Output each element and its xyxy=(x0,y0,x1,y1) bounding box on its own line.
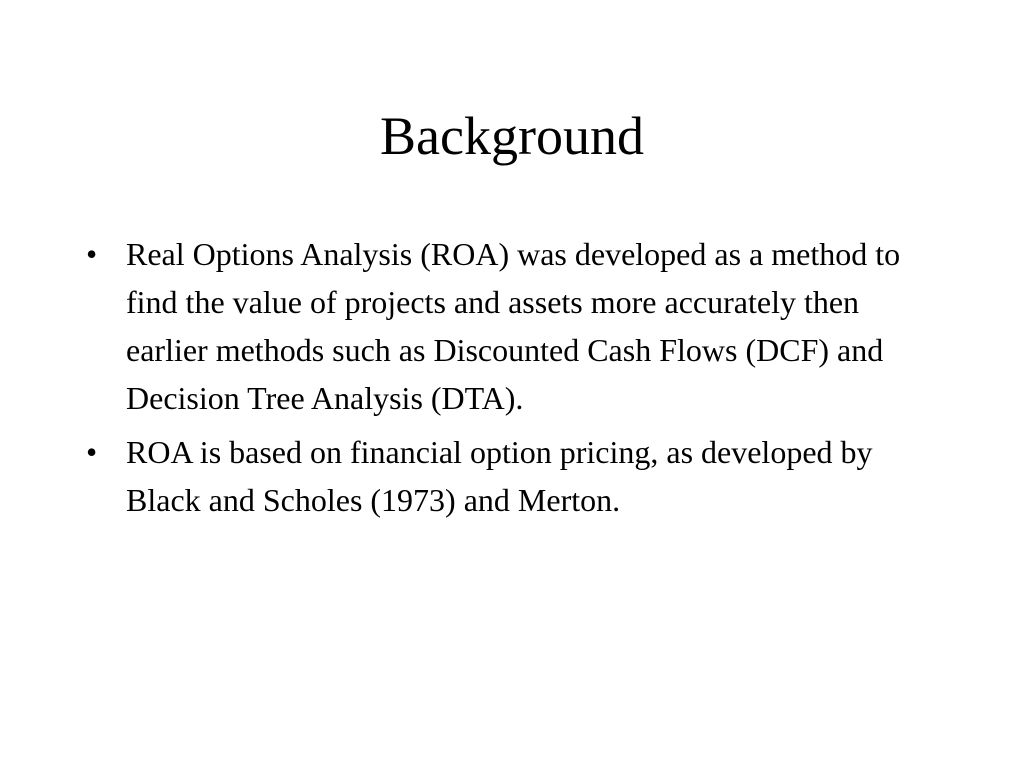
slide-title: Background xyxy=(380,106,644,166)
bullet-text: Real Options Analysis (ROA) was developed as a method to find the value of projects and assets more accurately then earlier methods such as Discounted Cash Flows (DCF) and Decision Tree Analysis (DTA). xyxy=(126,236,901,416)
bullet-marker: • xyxy=(86,236,98,272)
bullet-item xyxy=(86,230,946,422)
bullet-item xyxy=(86,428,946,524)
bullet-list xyxy=(86,230,946,530)
bullet-marker: • xyxy=(86,434,98,470)
bullet-text: ROA is based on financial option pricing, as developed by Black and Scholes (1973) and Merton. xyxy=(126,434,873,518)
